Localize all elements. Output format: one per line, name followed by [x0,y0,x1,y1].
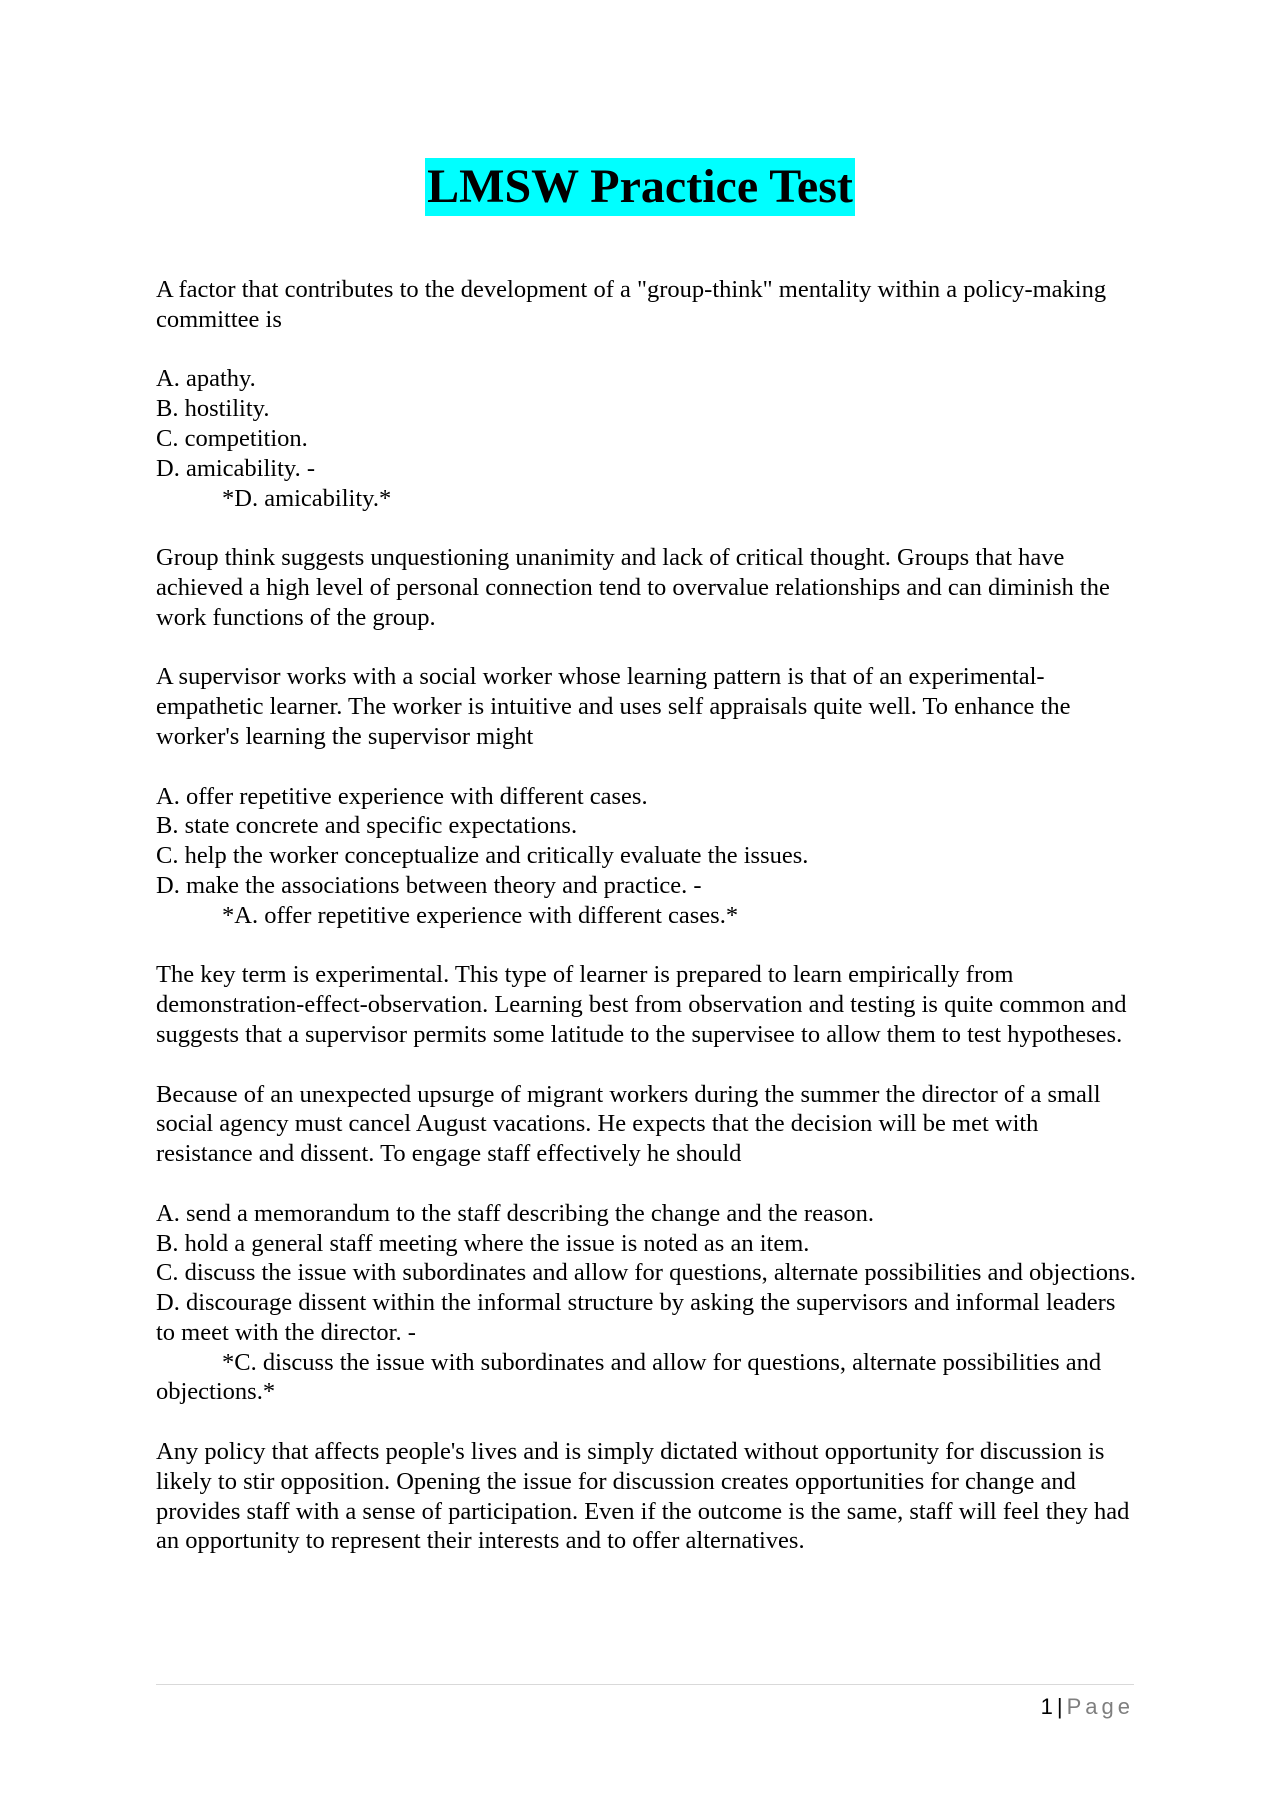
correct-answer: *C. discuss the issue with subordinates and allow for questions, alternate possibilities and objections.* [156,1348,1102,1406]
footer-divider [156,1684,1134,1685]
document-body [156,275,1136,1586]
explanation: The key term is experimental. This type of learner is prepared to learn empirically from demonstration-effect-observation. Learning best from observation and testing is quite common and suggests that a supervisor permits some latitude to the supervisee to allow them to test hypotheses. [156,961,1127,1048]
title-wrapper [0,158,1280,216]
explanation: Any policy that affects people's lives and is simply dictated without opportunity for discussion is likely to stir opposition. Opening the issue for discussion creates opportunities for change and provides staff with a sense of participation. Even if the outcome is the same, staff will feel they had an opportunity to represent their interests and to offer alternatives. [156,1438,1130,1555]
option-list [156,364,1136,513]
option-a: A. send a memorandum to the staff describing the change and the reason. [156,1199,874,1227]
page-footer [1041,1694,1134,1720]
option-d: D. discourage dissent within the informal structure by asking the supervisors and informal leaders to meet with the director. - [156,1289,1116,1346]
option-a: A. offer repetitive experience with different cases. [156,782,648,810]
explanation: Group think suggests unquestioning unanimity and lack of critical thought. Groups that have achieved a high level of personal connection tend to overvalue relationships and can diminish the work functions of the group. [156,544,1110,631]
correct-answer: *A. offer repetitive experience with different cases.* [222,901,739,929]
question-stem: Because of an unexpected upsurge of migrant workers during the summer the director of a small social agency must cancel August vacations. He expects that the decision will be met with resistance and dissent. To engage staff effectively he should [156,1080,1101,1168]
option-b: B. hold a general staff meeting where the issue is noted as an item. [156,1229,810,1257]
page-number: 1 [1040,1694,1053,1719]
option-d: D. amicability. - [156,454,315,482]
option-c: C. help the worker conceptualize and critically evaluate the issues. [156,842,809,870]
option-list [156,782,1136,931]
option-list [156,1199,1136,1408]
option-a: A. apathy. [156,365,256,393]
question-stem: A factor that contributes to the development of a "group-think" mentality within a policy-making committee is [156,276,1107,333]
question-stem: A supervisor works with a social worker whose learning pattern is that of an experimental-empathetic learner. The worker is intuitive and uses self appraisals quite well. To enhance the worker's learning the supervisor might [156,663,1071,750]
option-b: B. hostility. [156,395,270,423]
page-title: LMSW Practice Test [425,158,855,216]
option-d: D. make the associations between theory and practice. - [156,871,702,899]
correct-answer: *D. amicability.* [222,484,392,512]
footer-separator: | [1056,1694,1063,1719]
option-c: C. discuss the issue with subordinates and allow for questions, alternate possibilities and objections. [156,1259,1136,1287]
option-b: B. state concrete and specific expectations. [156,812,578,840]
page-label: Page [1066,1694,1134,1719]
option-c: C. competition. [156,424,308,452]
